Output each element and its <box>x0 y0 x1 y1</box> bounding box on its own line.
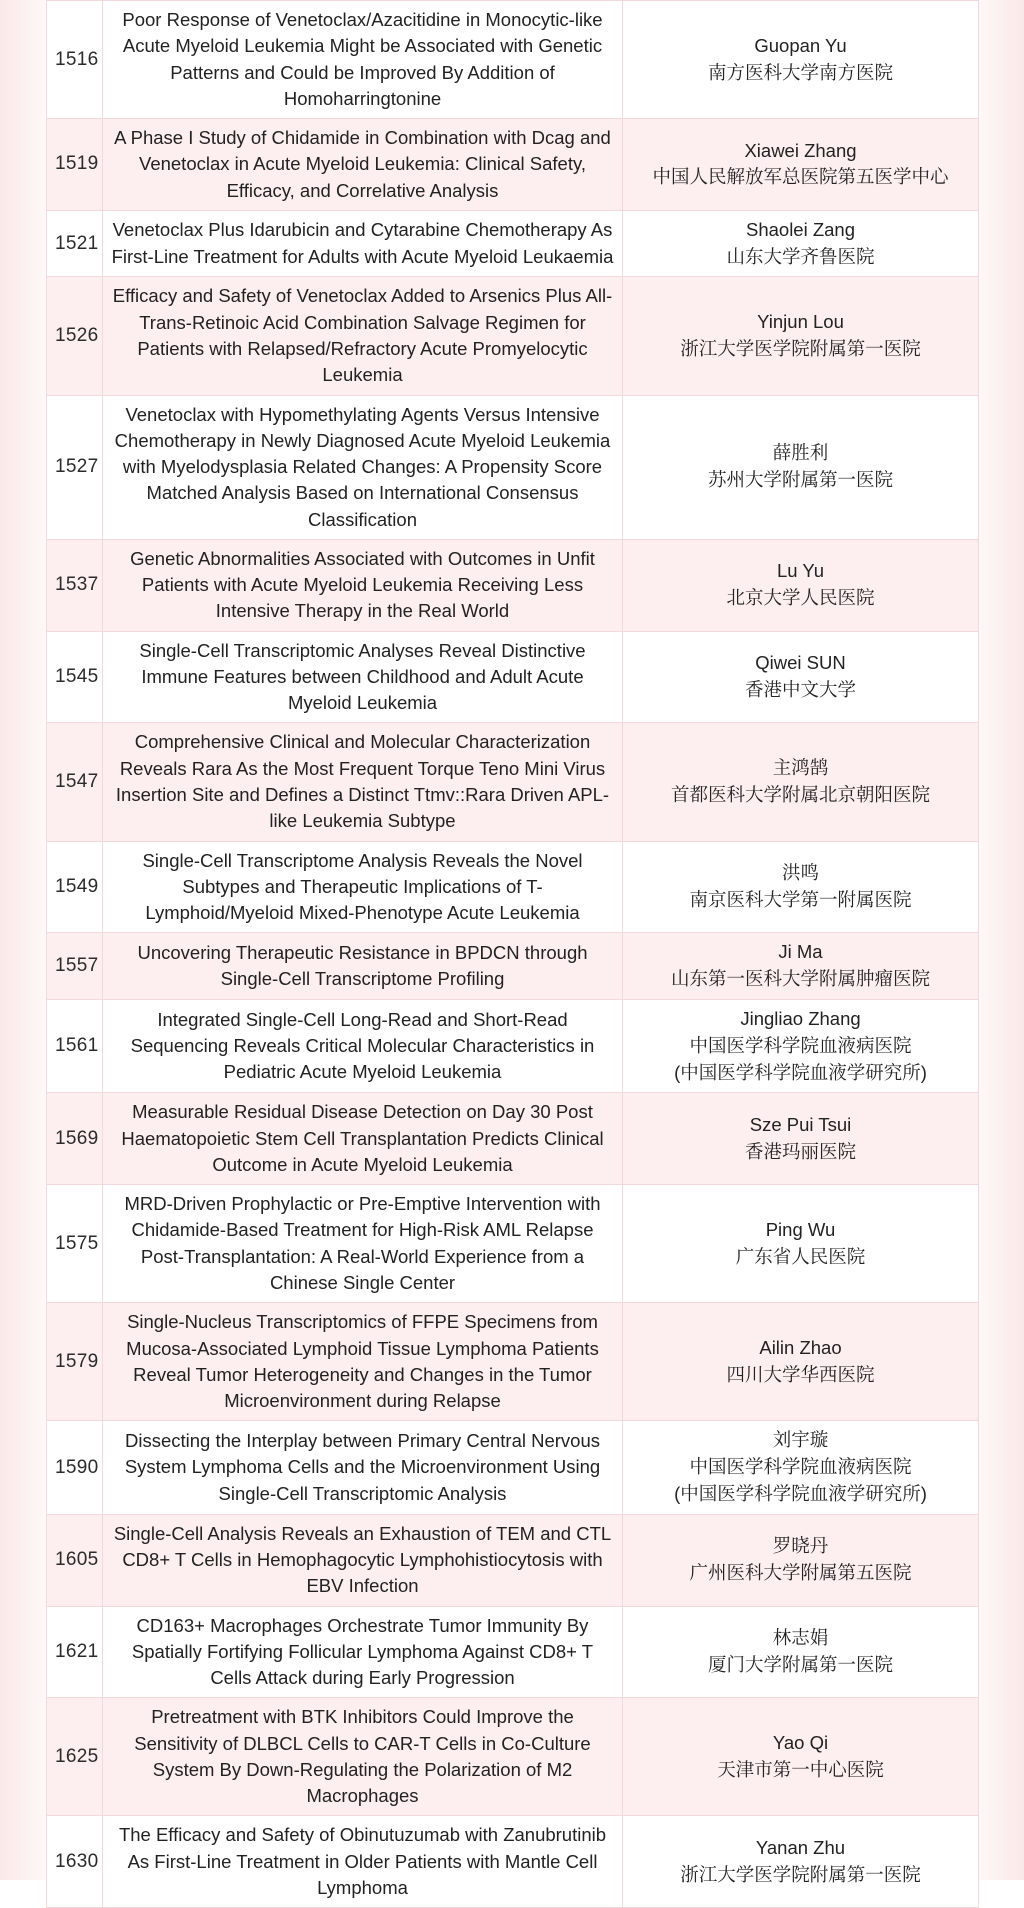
row-author-cell <box>623 1514 979 1606</box>
row-author-cell <box>623 1093 979 1185</box>
author-affiliation: 天津市第一中心医院 <box>717 1758 884 1780</box>
row-title: Single-Cell Transcriptome Analysis Reveals the Novel Subtypes and Therapeutic Implications of T-Lymphoid/Myeloid Mixed-Phenotype Acute Leukemia <box>103 841 623 933</box>
row-title: Measurable Residual Disease Detection on Day 30 Post Haematopoietic Stem Cell Transplantation Predicts Clinical Outcome in Acute Myeloid Leukemia <box>103 1093 623 1185</box>
row-id: 1605 <box>47 1514 103 1606</box>
row-author-cell <box>623 1606 979 1698</box>
row-author-cell <box>623 119 979 211</box>
author-name: 主鸿鹄 <box>772 757 829 779</box>
table-row[interactable] <box>47 1185 979 1303</box>
author-affiliation: 广州医科大学附属第五医院 <box>689 1562 912 1584</box>
author-affiliation: 南京医科大学第一附属医院 <box>689 888 912 910</box>
author-affiliation: 中国人民解放军总医院第五医学中心 <box>652 166 949 188</box>
author-affiliation: 香港玛丽医院 <box>744 1140 856 1162</box>
row-author-cell <box>623 999 979 1092</box>
row-author-cell <box>623 631 979 723</box>
row-title: Comprehensive Clinical and Molecular Characterization Reveals Rara As the Most Frequent Torque Teno Mini Virus Insertion Site and Defines a Distinct Ttmv::Rara Driven APL-like Leukemia Subtype <box>103 723 623 841</box>
table-row[interactable] <box>47 1816 979 1908</box>
row-title: Dissecting the Interplay between Primary Central Nervous System Lymphoma Cells and the Microenvironment Using Single-Cell Transcriptomic Analysis <box>103 1421 623 1514</box>
table-row[interactable] <box>47 539 979 631</box>
author-name: Qiwei SUN <box>755 652 846 674</box>
row-author-cell <box>623 723 979 841</box>
author-name: 薛胜利 <box>772 442 829 464</box>
author-affiliation: 首都医科大学附属北京朝阳医院 <box>670 784 930 805</box>
author-name: Yao Qi <box>772 1732 829 1754</box>
author-name: Lu Yu <box>777 560 824 582</box>
row-author-cell <box>623 1 979 119</box>
row-title: The Efficacy and Safety of Obinutuzumab with Zanubrutinib As First-Line Treatment in Older Patients with Mantle Cell Lymphoma <box>103 1816 623 1908</box>
row-author-cell <box>623 395 979 539</box>
author-name: Jingliao Zhang <box>740 1007 861 1029</box>
table-row[interactable] <box>47 933 979 1000</box>
row-title: Efficacy and Safety of Venetoclax Added to Arsenics Plus All-Trans-Retinoic Acid Combination Salvage Regimen for Patients with Relapsed/Refractory Acute Promyelocytic Leukemia <box>103 277 623 395</box>
row-title: Venetoclax with Hypomethylating Agents Versus Intensive Chemotherapy in Newly Diagnosed Acute Myeloid Leukemia with Myelodysplasia Related Changes: A Propensity Score Matched Analysis Based on International Consensus Classification <box>103 395 623 539</box>
author-name: Yanan Zhu <box>755 1836 846 1858</box>
table-row[interactable] <box>47 631 979 723</box>
row-title: Single-Cell Analysis Reveals an Exhaustion of TEM and CTL CD8+ T Cells in Hemophagocytic Lymphohistiocytosis with EBV Infection <box>103 1514 623 1606</box>
author-name: Ji Ma <box>778 941 823 963</box>
row-title: Uncovering Therapeutic Resistance in BPDCN through Single-Cell Transcriptome Profiling <box>103 933 623 1000</box>
author-affiliation: 中国医学科学院血液病医院 <box>689 1456 912 1478</box>
table-row[interactable] <box>47 119 979 211</box>
author-affiliation-line2: (中国医学科学院血液学研究所) <box>674 1482 927 1504</box>
row-id: 1549 <box>47 841 103 933</box>
row-id: 1579 <box>47 1303 103 1421</box>
author-affiliation: 苏州大学附属第一医院 <box>707 469 893 491</box>
table-row[interactable] <box>47 1698 979 1816</box>
author-name: Ailin Zhao <box>759 1336 842 1358</box>
author-name: Shaolei Zang <box>745 218 856 240</box>
table-sheet <box>46 0 978 1898</box>
row-id: 1521 <box>47 210 103 277</box>
table-row[interactable] <box>47 841 979 933</box>
author-name: Yinjun Lou <box>757 311 844 333</box>
row-title: Venetoclax Plus Idarubicin and Cytarabine Chemotherapy As First-Line Treatment for Adults with Acute Myeloid Leukaemia <box>103 210 623 277</box>
author-affiliation: 厦门大学附属第一医院 <box>707 1653 893 1675</box>
author-name: Guopan Yu <box>754 34 847 56</box>
table-row[interactable] <box>47 210 979 277</box>
row-author-cell <box>623 277 979 395</box>
row-title: MRD-Driven Prophylactic or Pre-Emptive Intervention with Chidamide-Based Treatment for High-Risk AML Relapse Post-Transplantation: A Real-World Experience from a Chinese Single Center <box>103 1185 623 1303</box>
row-title: Single-Cell Transcriptomic Analyses Reveal Distinctive Immune Features between Childhood and Adult Acute Myeloid Leukemia <box>103 631 623 723</box>
row-author-cell <box>623 933 979 1000</box>
author-name: 罗晓丹 <box>772 1535 829 1557</box>
table-row[interactable] <box>47 1421 979 1514</box>
row-id: 1575 <box>47 1185 103 1303</box>
row-author-cell <box>623 539 979 631</box>
row-id: 1516 <box>47 1 103 119</box>
table-row[interactable] <box>47 723 979 841</box>
row-author-cell <box>623 1816 979 1908</box>
table-row[interactable] <box>47 1093 979 1185</box>
table-row[interactable] <box>47 1514 979 1606</box>
row-author-cell <box>623 841 979 933</box>
row-title: Pretreatment with BTK Inhibitors Could Improve the Sensitivity of DLBCL Cells to CAR-T Cells in Co-Culture System By Down-Regulating the Polarization of M2 Macrophages <box>103 1698 623 1816</box>
table-row[interactable] <box>47 1606 979 1698</box>
table-row[interactable] <box>47 395 979 539</box>
author-name: 洪鸣 <box>781 862 819 884</box>
table-row[interactable] <box>47 999 979 1092</box>
row-id: 1569 <box>47 1093 103 1185</box>
author-affiliation: 山东第一医科大学附属肿瘤医院 <box>670 968 930 990</box>
row-author-cell <box>623 1303 979 1421</box>
row-id: 1625 <box>47 1698 103 1816</box>
row-title: Genetic Abnormalities Associated with Outcomes in Unfit Patients with Acute Myeloid Leukemia Receiving Less Intensive Therapy in the Real World <box>103 539 623 631</box>
author-affiliation: 香港中文大学 <box>744 679 856 701</box>
row-author-cell <box>623 210 979 277</box>
table-row[interactable] <box>47 1303 979 1421</box>
row-id: 1545 <box>47 631 103 723</box>
table-body <box>47 1 979 1908</box>
author-name: Xiawei Zhang <box>744 139 857 161</box>
row-title: CD163+ Macrophages Orchestrate Tumor Immunity By Spatially Fortifying Follicular Lymphoma Against CD8+ T Cells Attack during Early Progression <box>103 1606 623 1698</box>
table-row[interactable] <box>47 1 979 119</box>
row-id: 1526 <box>47 277 103 395</box>
author-name: 林志娟 <box>772 1627 829 1649</box>
author-name: 刘宇璇 <box>772 1429 829 1451</box>
row-id: 1561 <box>47 999 103 1092</box>
row-id: 1537 <box>47 539 103 631</box>
author-affiliation: 中国医学科学院血液病医院 <box>689 1034 912 1056</box>
author-affiliation: 南方医科大学南方医院 <box>707 61 893 83</box>
author-affiliation: 浙江大学医学院附属第一医院 <box>680 1863 921 1885</box>
row-title: Poor Response of Venetoclax/Azacitidine in Monocytic-like Acute Myeloid Leukemia Might be Associated with Genetic Patterns and Could be Improved By Addition of Homoharringtonine <box>103 1 623 119</box>
row-author-cell <box>623 1185 979 1303</box>
row-title: A Phase I Study of Chidamide in Combination with Dcag and Venetoclax in Acute Myeloid Leukemia: Clinical Safety, Efficacy, and Correlative Analysis <box>103 119 623 211</box>
author-affiliation: 北京大学人民医院 <box>726 587 875 609</box>
author-affiliation-line2: (中国医学科学院血液学研究所) <box>674 1061 927 1083</box>
author-affiliation: 浙江大学医学院附属第一医院 <box>680 338 921 360</box>
row-title: Integrated Single-Cell Long-Read and Short-Read Sequencing Reveals Critical Molecular Characteristics in Pediatric Acute Myeloid Leukemia <box>103 999 623 1092</box>
row-id: 1590 <box>47 1421 103 1514</box>
abstract-table <box>46 0 979 1908</box>
row-id: 1557 <box>47 933 103 1000</box>
row-author-cell <box>623 1421 979 1514</box>
row-title: Single-Nucleus Transcriptomics of FFPE Specimens from Mucosa-Associated Lymphoid Tissue Lymphoma Patients Reveal Tumor Heterogeneity and Changes in the Tumor Microenvironment during Relapse <box>103 1303 623 1421</box>
author-name: Sze Pui Tsui <box>749 1113 852 1135</box>
row-id: 1621 <box>47 1606 103 1698</box>
table-row[interactable] <box>47 277 979 395</box>
row-id: 1547 <box>47 723 103 841</box>
author-affiliation: 广东省人民医院 <box>735 1245 866 1267</box>
row-author-cell <box>623 1698 979 1816</box>
row-id: 1519 <box>47 119 103 211</box>
author-name: Ping Wu <box>765 1218 836 1240</box>
row-id: 1527 <box>47 395 103 539</box>
row-id: 1630 <box>47 1816 103 1908</box>
author-affiliation: 山东大学齐鲁医院 <box>726 245 875 267</box>
author-affiliation: 四川大学华西医院 <box>726 1363 875 1385</box>
